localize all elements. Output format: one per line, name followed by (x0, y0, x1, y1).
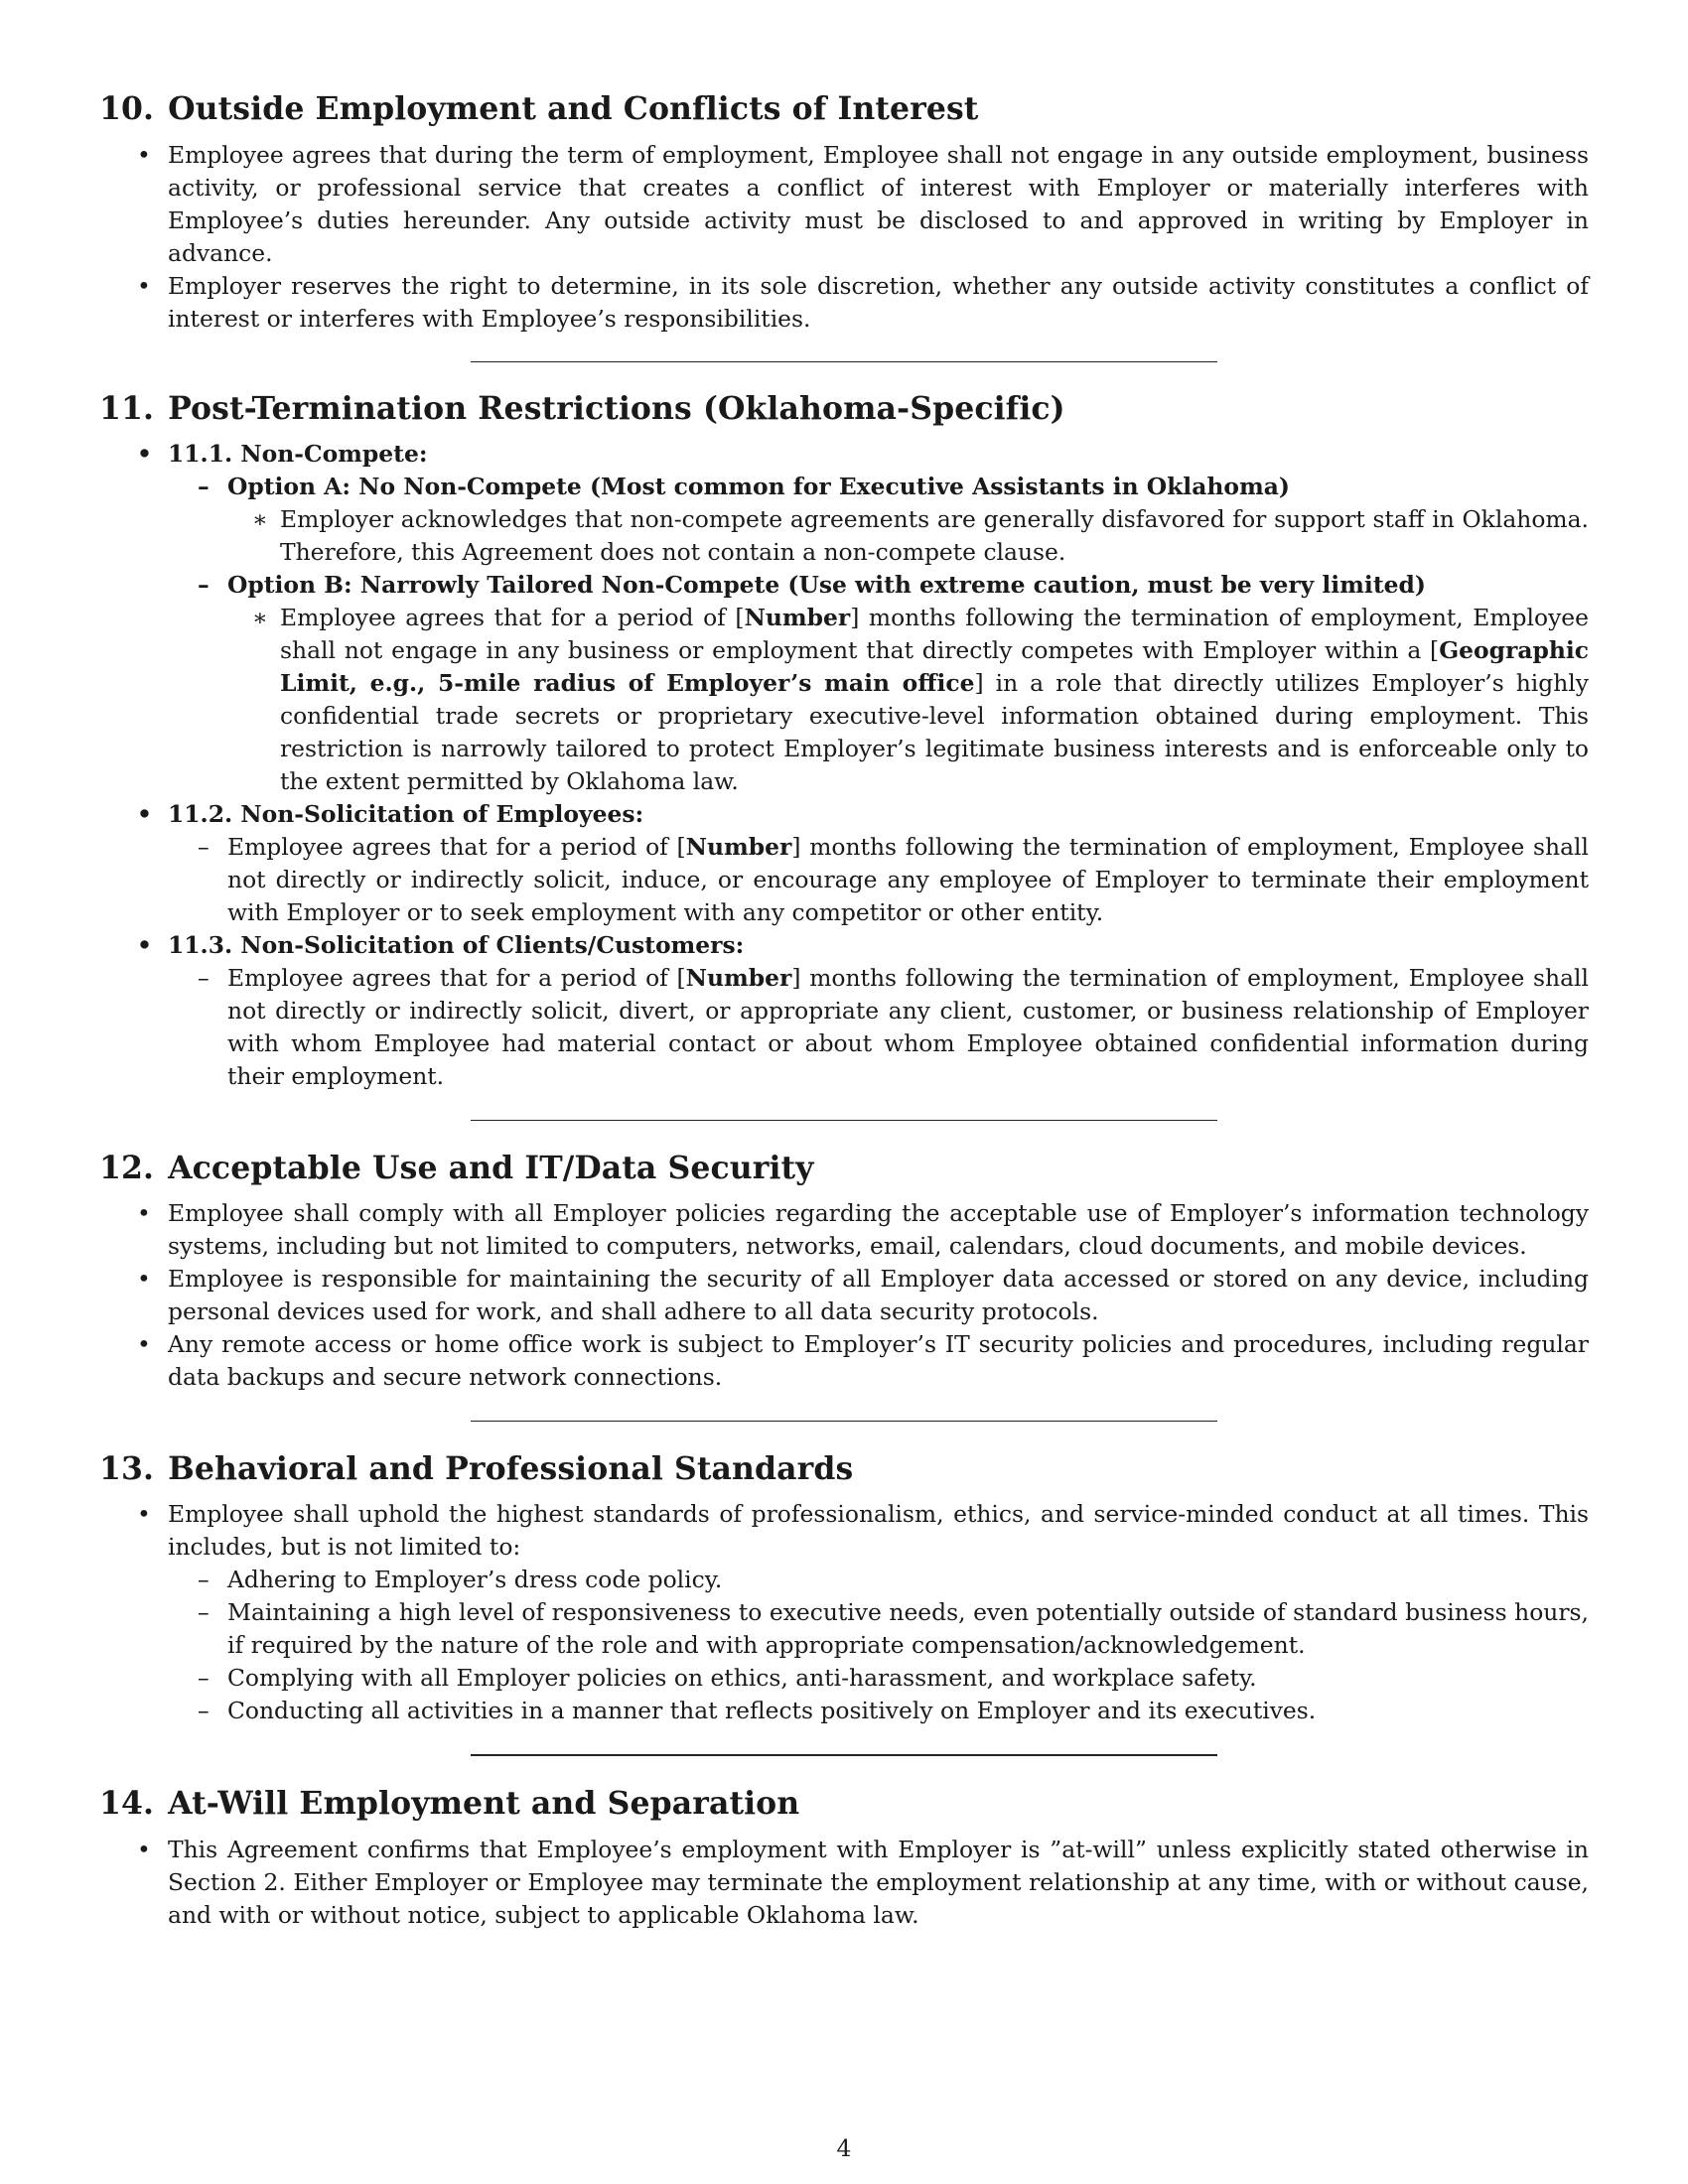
section-divider (471, 1754, 1217, 1756)
list-item: • Employee is responsible for maintaining the security of all Employer data accessed or stored on any device, including personal devices used for work, and shall adhere to all data security protocols. (99, 1263, 1589, 1328)
document-page (99, 89, 1589, 1932)
placeholder-number: Number (685, 833, 792, 861)
list-item: • Employer reserves the right to determine, in its sole discretion, whether any outside activity constitutes a conflict of interest or interferes with Employee’s responsibilities. (99, 270, 1589, 336)
nonsolicit-clients-heading: • 11.3. Non-Solicitation of Clients/Customers: (99, 929, 1589, 962)
placeholder-number: Number (744, 604, 851, 631)
section-13-heading (99, 1449, 1589, 1489)
list-item: – Maintaining a high level of responsiveness to executive needs, even potentially outside of standard business hours, if required by the nature of the role and with appropriate compensation/acknowledgement. (99, 1596, 1589, 1662)
nonsolicit-employees-heading: • 11.2. Non-Solicitation of Employees: (99, 798, 1589, 831)
noncompete-heading: • 11.1. Non-Compete: (99, 438, 1589, 471)
placeholder-geographic-limit: Geographic Limit, e.g., 5-mile radius of Employer’s main office (280, 636, 1589, 697)
section-title: Post-Termination Restrictions (Oklahoma-Specific) (168, 390, 1065, 427)
option-a-heading: – Option A: No Non-Compete (Most common for Executive Assistants in Oklahoma) (99, 471, 1589, 503)
option-b-text (99, 602, 1589, 798)
text-fragment: Employee agrees that for a period of [ (280, 604, 745, 631)
nonsolicit-clients-text (99, 962, 1589, 1093)
section-12-heading (99, 1149, 1589, 1188)
section-10-list (99, 139, 1589, 336)
list-item: • Employee shall comply with all Employer policies regarding the acceptable use of Employer’s information technology systems, including but not limited to computers, networks, email, calendars, cloud documents, and mobile devices. (99, 1197, 1589, 1263)
option-a-text: ∗ Employer acknowledges that non-compete agreements are generally disfavored for support staff in Oklahoma. Therefore, this Agreement does not contain a non-compete clause. (99, 503, 1589, 569)
text-fragment: ] months following the termination of employment, Employee shall not directly or indirectly solicit, divert, or appropriate any client, customer, or business relationship of Employer with whom Employee had material contact or about whom Employee obtained confidential information during their employment. (227, 964, 1589, 1090)
section-number: 11. (99, 390, 155, 427)
section-title: Outside Employment and Conflicts of Interest (168, 90, 979, 127)
section-number: 10. (99, 90, 155, 127)
text-fragment: Employee agrees that for a period of [ (227, 964, 686, 992)
section-title: Acceptable Use and IT/Data Security (168, 1150, 814, 1186)
section-14-heading (99, 1784, 1589, 1824)
section-13-list (99, 1498, 1589, 1727)
placeholder-number: Number (685, 964, 792, 992)
text-fragment: ] months following the termination of employment, Employee shall not directly or indirectly solicit, induce, or encourage any employee of Employer to terminate their employment with Employer or to seek employment with any competitor or other entity. (227, 833, 1589, 926)
text-fragment: Employee agrees that for a period of [ (227, 833, 686, 861)
text-fragment: ] months following the termination of employment, Employee shall not engage in any business or employment that directly competes with Employer within a [ (280, 604, 1589, 664)
list-item: – Complying with all Employer policies on ethics, anti-harassment, and workplace safety. (99, 1662, 1589, 1695)
section-divider (471, 361, 1217, 362)
page-number: 4 (836, 2134, 852, 2162)
section-title: Behavioral and Professional Standards (168, 1450, 854, 1487)
list-item: • Any remote access or home office work is subject to Employer’s IT security policies and procedures, including regular data backups and secure network connections. (99, 1328, 1589, 1394)
option-b-heading: – Option B: Narrowly Tailored Non-Compete (Use with extreme caution, must be very limited) (99, 569, 1589, 602)
section-title: At-Will Employment and Separation (168, 1785, 800, 1822)
section-11-list (99, 438, 1589, 1093)
section-divider (471, 1120, 1217, 1121)
list-item: – Adhering to Employer’s dress code policy. (99, 1564, 1589, 1596)
section-14-list (99, 1834, 1589, 1932)
text-fragment: ] in a role that directly utilizes Employer’s highly confidential trade secrets or proprietary executive-level information obtained during employment. This restriction is narrowly tailored to protect Employer’s legitimate business interests and is enforceable only to the extent permitted by Oklahoma law. (280, 669, 1589, 795)
section-12-list (99, 1197, 1589, 1394)
section-10-heading (99, 89, 1589, 129)
section-number: 13. (99, 1450, 155, 1487)
list-item: • Employee shall uphold the highest standards of professionalism, ethics, and service-minded conduct at all times. This includes, but is not limited to: (99, 1498, 1589, 1564)
list-item: • This Agreement confirms that Employee’s employment with Employer is ”at-will” unless explicitly stated otherwise in Section 2. Either Employer or Employee may terminate the employment relationship at any time, with or without cause, and with or without notice, subject to applicable Oklahoma law. (99, 1834, 1589, 1932)
list-item: • Employee agrees that during the term of employment, Employee shall not engage in any outside employment, business activity, or professional service that creates a conflict of interest with Employer or materially interferes with Employee’s duties hereunder. Any outside activity must be disclosed to and approved in writing by Employer in advance. (99, 139, 1589, 270)
section-number: 14. (99, 1785, 155, 1822)
section-divider (471, 1421, 1217, 1422)
section-11-heading (99, 389, 1589, 429)
nonsolicit-employees-text (99, 831, 1589, 929)
list-item: – Conducting all activities in a manner that reflects positively on Employer and its executives. (99, 1695, 1589, 1727)
section-number: 12. (99, 1150, 155, 1186)
